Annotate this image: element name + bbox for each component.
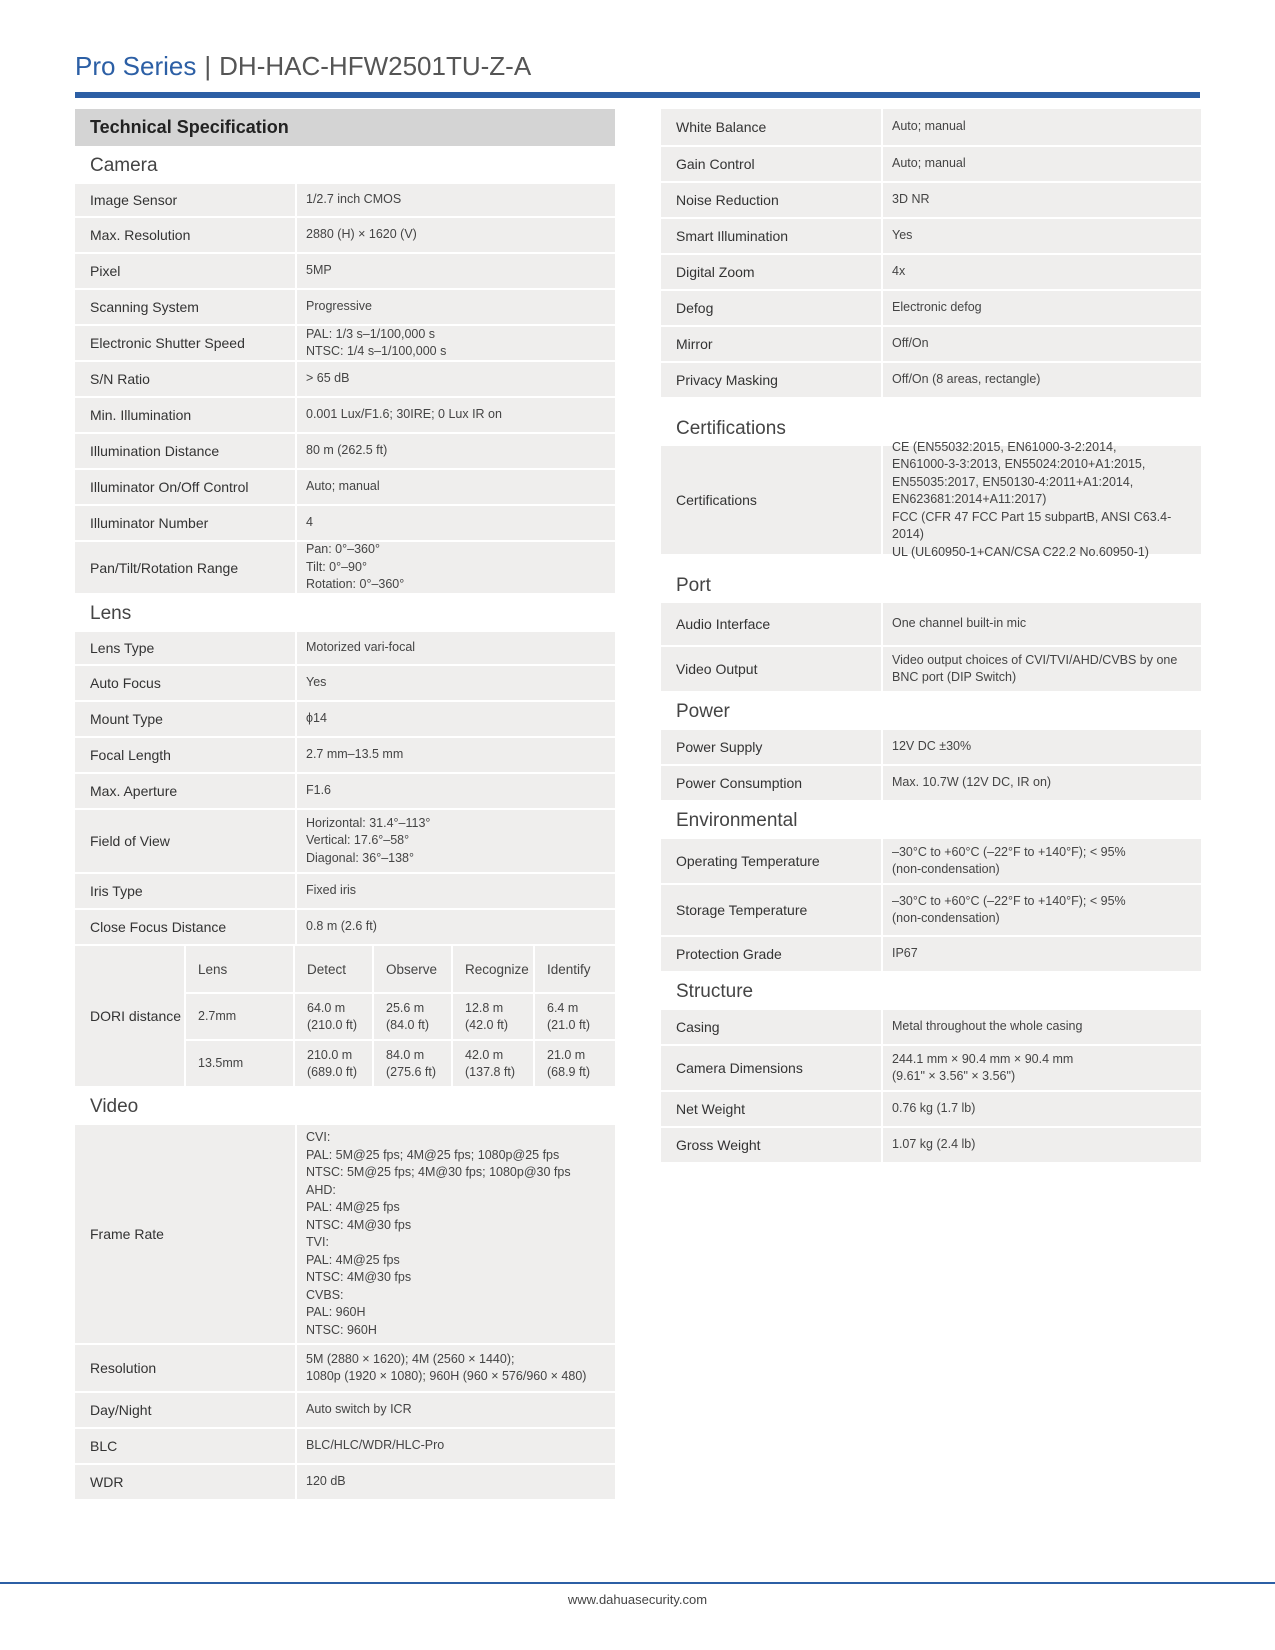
spec-value-line: PAL: 4M@25 fps	[306, 1200, 400, 1214]
dori-value-cell: 210.0 m (689.0 ft)	[295, 1041, 372, 1086]
spec-row	[661, 647, 1201, 691]
dori-value-cell: 6.4 m (21.0 ft)	[535, 994, 615, 1039]
spec-value-line: EN623681:2014+A11:2017)	[892, 492, 1047, 507]
header-separator: |	[204, 51, 212, 81]
spec-row	[661, 1128, 1201, 1162]
spec-row	[661, 885, 1201, 935]
spec-row	[75, 738, 615, 772]
lens-table	[75, 632, 615, 944]
spec-value	[883, 327, 1201, 361]
spec-row	[75, 666, 615, 700]
spec-value	[297, 774, 615, 808]
spec-value-line: 2.7 mm–13.5 mm	[306, 747, 404, 762]
spec-label: Iris Type	[75, 874, 295, 908]
spec-label: Max. Aperture	[75, 774, 295, 808]
spec-label: Illuminator Number	[75, 506, 295, 540]
spec-value-line: EN61000-3-3:2013, EN55024:2010+A1:2015,	[892, 457, 1146, 472]
spec-value-line: 120 dB	[306, 1474, 346, 1489]
spec-value-line: –30°C to +60°C (–22°F to +140°F); < 95%	[892, 844, 1126, 859]
video-table	[75, 1125, 615, 1499]
spec-value-line: PAL: 960H	[306, 1305, 366, 1319]
spec-row	[75, 398, 615, 432]
spec-value-line: BLC/HLC/WDR/HLC-Pro	[306, 1438, 445, 1453]
section-heading-lens: Lens	[90, 602, 132, 624]
spec-label: Power Consumption	[661, 766, 881, 800]
spec-label: Operating Temperature	[661, 839, 881, 883]
spec-row	[661, 255, 1201, 289]
spec-value	[297, 362, 615, 396]
spec-value-line: NTSC: 1/4 s–1/100,000 s	[306, 344, 447, 358]
spec-row	[75, 542, 615, 593]
spec-value	[297, 1393, 615, 1427]
spec-value	[297, 218, 615, 252]
dori-lens-cell: 13.5mm	[186, 1041, 293, 1086]
spec-label: Focal Length	[75, 738, 295, 772]
spec-label: Illumination Distance	[75, 434, 295, 468]
structure-table	[661, 1010, 1201, 1162]
spec-label: Auto Focus	[75, 666, 295, 700]
spec-row	[75, 184, 615, 216]
spec-value-line: 0.8 m (2.6 ft)	[306, 919, 377, 934]
spec-label: S/N Ratio	[75, 362, 295, 396]
spec-value-line: 244.1 mm × 90.4 mm × 90.4 mm	[892, 1051, 1074, 1066]
spec-value-line: 4x	[892, 264, 906, 279]
footer-rule	[0, 1582, 1275, 1584]
spec-value	[883, 647, 1201, 691]
camera-table	[75, 184, 615, 593]
spec-row	[75, 326, 615, 360]
spec-value	[883, 1128, 1201, 1162]
spec-row	[661, 937, 1201, 971]
image-table	[661, 109, 1201, 397]
spec-label: Lens Type	[75, 632, 295, 664]
spec-label: Pan/Tilt/Rotation Range	[75, 542, 295, 593]
spec-value	[883, 730, 1201, 764]
spec-value-line: PAL: 5M@25 fps; 4M@25 fps; 1080p@25 fps	[306, 1147, 560, 1162]
spec-label: Max. Resolution	[75, 218, 295, 252]
spec-value-line: Auto switch by ICR	[306, 1402, 412, 1417]
spec-value	[297, 1125, 615, 1343]
certifications-table	[661, 439, 1201, 559]
spec-label: Min. Illumination	[75, 398, 295, 432]
spec-row	[75, 874, 615, 908]
spec-value	[297, 434, 615, 468]
spec-label: Certifications	[661, 446, 881, 554]
spec-label: Close Focus Distance	[75, 910, 295, 944]
spec-value	[297, 666, 615, 700]
spec-row	[661, 439, 1201, 559]
spec-value-line: PAL: 1/3 s–1/100,000 s	[306, 326, 436, 341]
spec-value	[297, 326, 615, 360]
spec-value-line: Horizontal: 31.4°–113°	[306, 815, 431, 830]
spec-value-line: Max. 10.7W (12V DC, IR on)	[892, 775, 1052, 790]
dori-header-cell: Identify	[535, 946, 615, 992]
spec-value	[883, 1010, 1201, 1044]
spec-label: Noise Reduction	[661, 183, 881, 217]
spec-label: Camera Dimensions	[661, 1046, 881, 1090]
spec-value	[883, 255, 1201, 289]
spec-value	[297, 398, 615, 432]
spec-row	[661, 1010, 1201, 1044]
spec-value-line: 3D NR	[892, 192, 930, 207]
spec-title: Technical Specification	[75, 109, 615, 146]
spec-label: Protection Grade	[661, 937, 881, 971]
spec-value-line: Auto; manual	[892, 156, 966, 171]
spec-row	[75, 218, 615, 252]
spec-value-line: (9.61" × 3.56" × 3.56")	[892, 1069, 1016, 1083]
spec-value-line: One channel built-in mic	[892, 616, 1027, 631]
section-heading-port: Port	[676, 574, 711, 596]
spec-value-line: > 65 dB	[306, 371, 350, 386]
spec-value	[297, 702, 615, 736]
section-heading-power: Power	[676, 700, 730, 722]
spec-value	[883, 1092, 1201, 1126]
header-rule	[75, 92, 1200, 98]
spec-value-line: NTSC: 4M@30 fps	[306, 1217, 412, 1232]
section-heading-video: Video	[90, 1095, 139, 1117]
spec-value	[297, 542, 615, 593]
spec-row	[75, 506, 615, 540]
spec-row	[75, 1465, 615, 1499]
spec-label: Privacy Masking	[661, 363, 881, 397]
spec-value-line: Rotation: 0°–360°	[306, 577, 405, 592]
spec-row	[75, 774, 615, 808]
spec-value-line: 2880 (H) × 1620 (V)	[306, 227, 417, 242]
spec-value-line: FCC (CFR 47 FCC Part 15 subpartB, ANSI C63.4-2014)	[892, 509, 1172, 542]
spec-value-line: Progressive	[306, 299, 372, 314]
spec-value-line: NTSC: 4M@30 fps	[306, 1270, 412, 1284]
series-name: Pro Series	[75, 51, 197, 81]
spec-row	[661, 1046, 1201, 1090]
spec-value-line: Off/On	[892, 336, 929, 351]
spec-label: Scanning System	[75, 290, 295, 324]
spec-label: Image Sensor	[75, 184, 295, 216]
spec-row	[75, 910, 615, 944]
spec-label: Illuminator On/Off Control	[75, 470, 295, 504]
spec-value	[883, 439, 1201, 559]
spec-row	[75, 632, 615, 664]
spec-row	[75, 290, 615, 324]
spec-value-line: Vertical: 17.6°–58°	[306, 833, 410, 848]
spec-label: Gross Weight	[661, 1128, 881, 1162]
spec-value-line: 5MP	[306, 263, 332, 278]
model-number: DH-HAC-HFW2501TU-Z-A	[219, 51, 532, 81]
spec-value-line: ϕ14	[306, 711, 327, 726]
spec-value	[883, 147, 1201, 181]
dori-value-cell: 21.0 m (68.9 ft)	[535, 1041, 615, 1086]
spec-label: Casing	[661, 1010, 881, 1044]
spec-value-line: 1080p (1920 × 1080); 960H (960 × 576/960 × 480)	[306, 1369, 587, 1383]
spec-row	[661, 147, 1201, 181]
spec-label: Gain Control	[661, 147, 881, 181]
spec-row	[75, 1345, 615, 1391]
spec-row	[661, 839, 1201, 883]
spec-value	[883, 219, 1201, 253]
spec-label: Day/Night	[75, 1393, 295, 1427]
spec-value	[883, 839, 1201, 883]
dori-table	[75, 946, 615, 1086]
spec-label: Resolution	[75, 1345, 295, 1391]
spec-row	[661, 109, 1201, 145]
spec-value-line: 5M (2880 × 1620); 4M (2560 × 1440);	[306, 1351, 515, 1366]
spec-value	[883, 603, 1201, 645]
spec-value-line: IP67	[892, 946, 918, 961]
spec-value-line: TVI:	[306, 1235, 329, 1249]
spec-value	[883, 109, 1201, 145]
footer-url: www.dahuasecurity.com	[567, 1592, 708, 1607]
spec-row	[75, 362, 615, 396]
spec-value	[297, 254, 615, 288]
power-table	[661, 730, 1201, 800]
dori-header-cell: Recognize	[453, 946, 533, 992]
right-column	[661, 109, 1201, 1164]
spec-value	[297, 470, 615, 504]
spec-value-line: EN55035:2017, EN50130-4:2011+A1:2014,	[892, 474, 1134, 489]
spec-value-line: Metal throughout the whole casing	[892, 1019, 1083, 1034]
spec-label: Frame Rate	[75, 1125, 295, 1343]
spec-row	[661, 730, 1201, 764]
spec-value	[297, 1429, 615, 1463]
spec-value-line: –30°C to +60°C (–22°F to +140°F); < 95%	[892, 893, 1126, 908]
spec-label: Electronic Shutter Speed	[75, 326, 295, 360]
spec-label: BLC	[75, 1429, 295, 1463]
spec-value	[297, 184, 615, 216]
spec-value	[883, 885, 1201, 935]
dori-header-cell: Detect	[295, 946, 372, 992]
spec-value-line: Pan: 0°–360°	[306, 542, 380, 557]
dori-value-cell: 84.0 m (275.6 ft)	[374, 1041, 451, 1086]
spec-value-line: Yes	[306, 675, 327, 690]
dori-label: DORI distance	[75, 946, 184, 1086]
spec-label: Field of View	[75, 810, 295, 872]
spec-value-line: AHD:	[306, 1182, 336, 1197]
spec-label: Audio Interface	[661, 603, 881, 645]
spec-row	[75, 470, 615, 504]
spec-value-line: Diagonal: 36°–138°	[306, 850, 414, 865]
spec-value	[297, 290, 615, 324]
spec-value	[297, 738, 615, 772]
spec-value-line: 1.07 kg (2.4 lb)	[892, 1137, 976, 1152]
spec-label: Video Output	[661, 647, 881, 691]
section-heading-camera: Camera	[90, 154, 158, 176]
spec-label: Pixel	[75, 254, 295, 288]
section-heading-structure: Structure	[676, 980, 754, 1002]
left-column	[75, 109, 615, 1501]
spec-value-line: 0.76 kg (1.7 lb)	[892, 1101, 976, 1116]
spec-row	[661, 291, 1201, 325]
spec-value-line: 1/2.7 inch CMOS	[306, 192, 402, 207]
spec-row	[75, 1125, 615, 1343]
spec-value-line: Auto; manual	[892, 119, 966, 134]
spec-value-line: Tilt: 0°–90°	[306, 559, 367, 574]
spec-value-line: Yes	[892, 228, 913, 243]
spec-value	[883, 1046, 1201, 1090]
dori-value-cell: 42.0 m (137.8 ft)	[453, 1041, 533, 1086]
page-header	[75, 48, 531, 84]
spec-label: Power Supply	[661, 730, 881, 764]
dori-header-cell: Lens	[186, 946, 293, 992]
spec-value-line: Video output choices of CVI/TVI/AHD/CVBS by one	[892, 652, 1178, 667]
spec-row	[75, 434, 615, 468]
spec-value	[883, 363, 1201, 397]
spec-row	[75, 702, 615, 736]
spec-value-line: Off/On (8 areas, rectangle)	[892, 372, 1041, 387]
spec-row	[661, 363, 1201, 397]
spec-label: WDR	[75, 1465, 295, 1499]
spec-value-line: PAL: 4M@25 fps	[306, 1252, 400, 1267]
spec-value-line: 4	[306, 515, 313, 530]
spec-value-line: CE (EN55032:2015, EN61000-3-2:2014,	[892, 439, 1117, 454]
spec-value-line: NTSC: 5M@25 fps; 4M@30 fps; 1080p@30 fps	[306, 1165, 571, 1179]
spec-value	[297, 810, 615, 872]
spec-value-line: (non-condensation)	[892, 862, 1000, 876]
dori-header-cell: Observe	[374, 946, 451, 992]
spec-value-line: UL (UL60950-1+CAN/CSA C22.2 No.60950-1)	[892, 544, 1149, 559]
spec-value	[297, 874, 615, 908]
spec-row	[75, 1393, 615, 1427]
spec-row	[661, 603, 1201, 645]
spec-value-line: 80 m (262.5 ft)	[306, 443, 388, 458]
spec-value-line: Motorized vari-focal	[306, 640, 416, 655]
spec-row	[75, 1429, 615, 1463]
spec-row	[75, 254, 615, 288]
port-table	[661, 603, 1201, 691]
spec-value	[883, 937, 1201, 971]
spec-label: Mount Type	[75, 702, 295, 736]
spec-value	[297, 1345, 615, 1391]
spec-value	[297, 910, 615, 944]
spec-row	[661, 183, 1201, 217]
section-heading-environmental: Environmental	[676, 809, 798, 831]
spec-label: Net Weight	[661, 1092, 881, 1126]
spec-row	[661, 219, 1201, 253]
section-heading-certifications: Certifications	[676, 417, 786, 439]
spec-value-line: NTSC: 960H	[306, 1322, 377, 1337]
spec-value-line: BNC port (DIP Switch)	[892, 670, 1017, 684]
spec-row	[661, 1092, 1201, 1126]
dori-value-cell: 25.6 m (84.0 ft)	[374, 994, 451, 1039]
spec-label: Defog	[661, 291, 881, 325]
spec-value-line: F1.6	[306, 783, 332, 798]
spec-label: Digital Zoom	[661, 255, 881, 289]
dori-lens-cell: 2.7mm	[186, 994, 293, 1039]
dori-value-cell: 64.0 m (210.0 ft)	[295, 994, 372, 1039]
spec-value-line: Electronic defog	[892, 300, 982, 315]
spec-value-line: CVI:	[306, 1130, 331, 1144]
spec-value	[883, 183, 1201, 217]
spec-value-line: CVBS:	[306, 1287, 344, 1302]
environmental-table	[661, 839, 1201, 971]
spec-value-line: Fixed iris	[306, 883, 357, 898]
spec-value	[883, 291, 1201, 325]
dori-grid	[186, 946, 615, 1086]
spec-value	[883, 766, 1201, 800]
spec-value-line: Auto; manual	[306, 479, 380, 494]
spec-label: Mirror	[661, 327, 881, 361]
spec-label: Storage Temperature	[661, 885, 881, 935]
dori-value-cell: 12.8 m (42.0 ft)	[453, 994, 533, 1039]
spec-value	[297, 632, 615, 664]
spec-label: Smart Illumination	[661, 219, 881, 253]
spec-value	[297, 506, 615, 540]
spec-value-line: (non-condensation)	[892, 911, 1000, 925]
spec-label: White Balance	[661, 109, 881, 145]
spec-value	[297, 1465, 615, 1499]
spec-value-line: 12V DC ±30%	[892, 739, 972, 754]
spec-row	[661, 766, 1201, 800]
spec-row	[661, 327, 1201, 361]
spec-row	[75, 810, 615, 872]
spec-value-line: 0.001 Lux/F1.6; 30IRE; 0 Lux IR on	[306, 407, 502, 422]
